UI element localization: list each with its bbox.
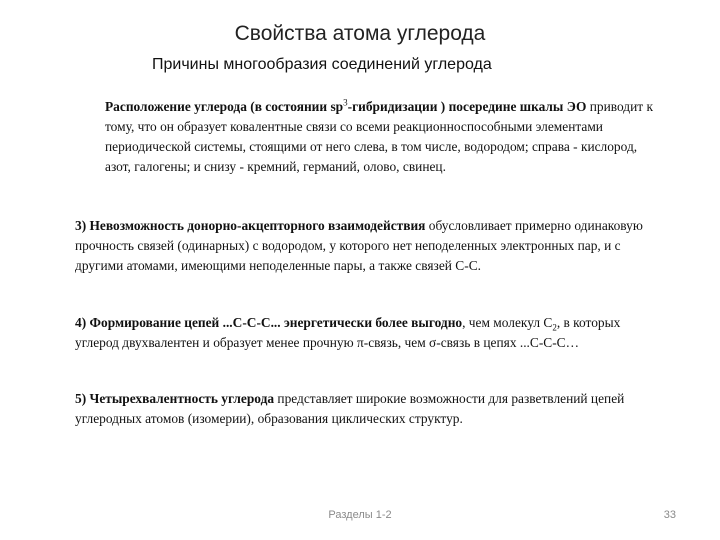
p1-bold-b: -гибридизации ) посередине шкалы ЭО xyxy=(347,99,587,114)
paragraph-tetravalence xyxy=(75,389,645,429)
slide-title: Свойства атома углерода xyxy=(234,22,486,45)
slide-subtitle: Причины многообразия соединений углерода xyxy=(152,56,492,73)
paragraph-chain-formation xyxy=(75,313,645,353)
paragraph-donor-acceptor xyxy=(75,216,645,276)
p1-bold-a: Расположение углерода (в состоянии sp xyxy=(105,99,344,114)
paragraph-sp3-position xyxy=(105,97,665,177)
p3-text-b: , в которых углерод двухвалентен и образует менее прочную π-связь, чем σ-связь в цепях ...С-С-С… xyxy=(75,315,621,350)
p2-bold: 3) Невозможность донорно-акцепторного взаимодействия xyxy=(75,218,426,233)
p3-bold: 4) Формирование цепей ...С-С-С... энергетически более выгодно xyxy=(75,315,463,330)
p1-superscript: 3 xyxy=(343,97,348,108)
page-number: 33 xyxy=(663,509,676,521)
footer-section: Разделы 1-2 xyxy=(328,509,392,521)
p4-text: представляет широкие возможности для разветвлений цепей углеродных атомов (изомерии), образования циклических структур. xyxy=(75,391,625,426)
p3-subscript: 2 xyxy=(552,322,557,333)
p2-text: обусловливает примерно одинаковую прочность связей (одинарных) с водородом, у которого нет неподеленных электронных пар, и с другими атомами, имеющими неподеленные пары, а также связей С-С. xyxy=(75,218,643,273)
p3-text-a: , чем молекул С xyxy=(462,315,553,330)
p4-bold: 5) Четырехвалентность углерода xyxy=(75,391,275,406)
p1-text: приводит к тому, что он образует ковалентные связи со всеми реакционноспособными элементами периодической системы, стоящими от него слева, в том числе, водородом; справа - кислород, азот, галогены; и снизу - кремний, германий, олово, свинец. xyxy=(105,99,653,174)
